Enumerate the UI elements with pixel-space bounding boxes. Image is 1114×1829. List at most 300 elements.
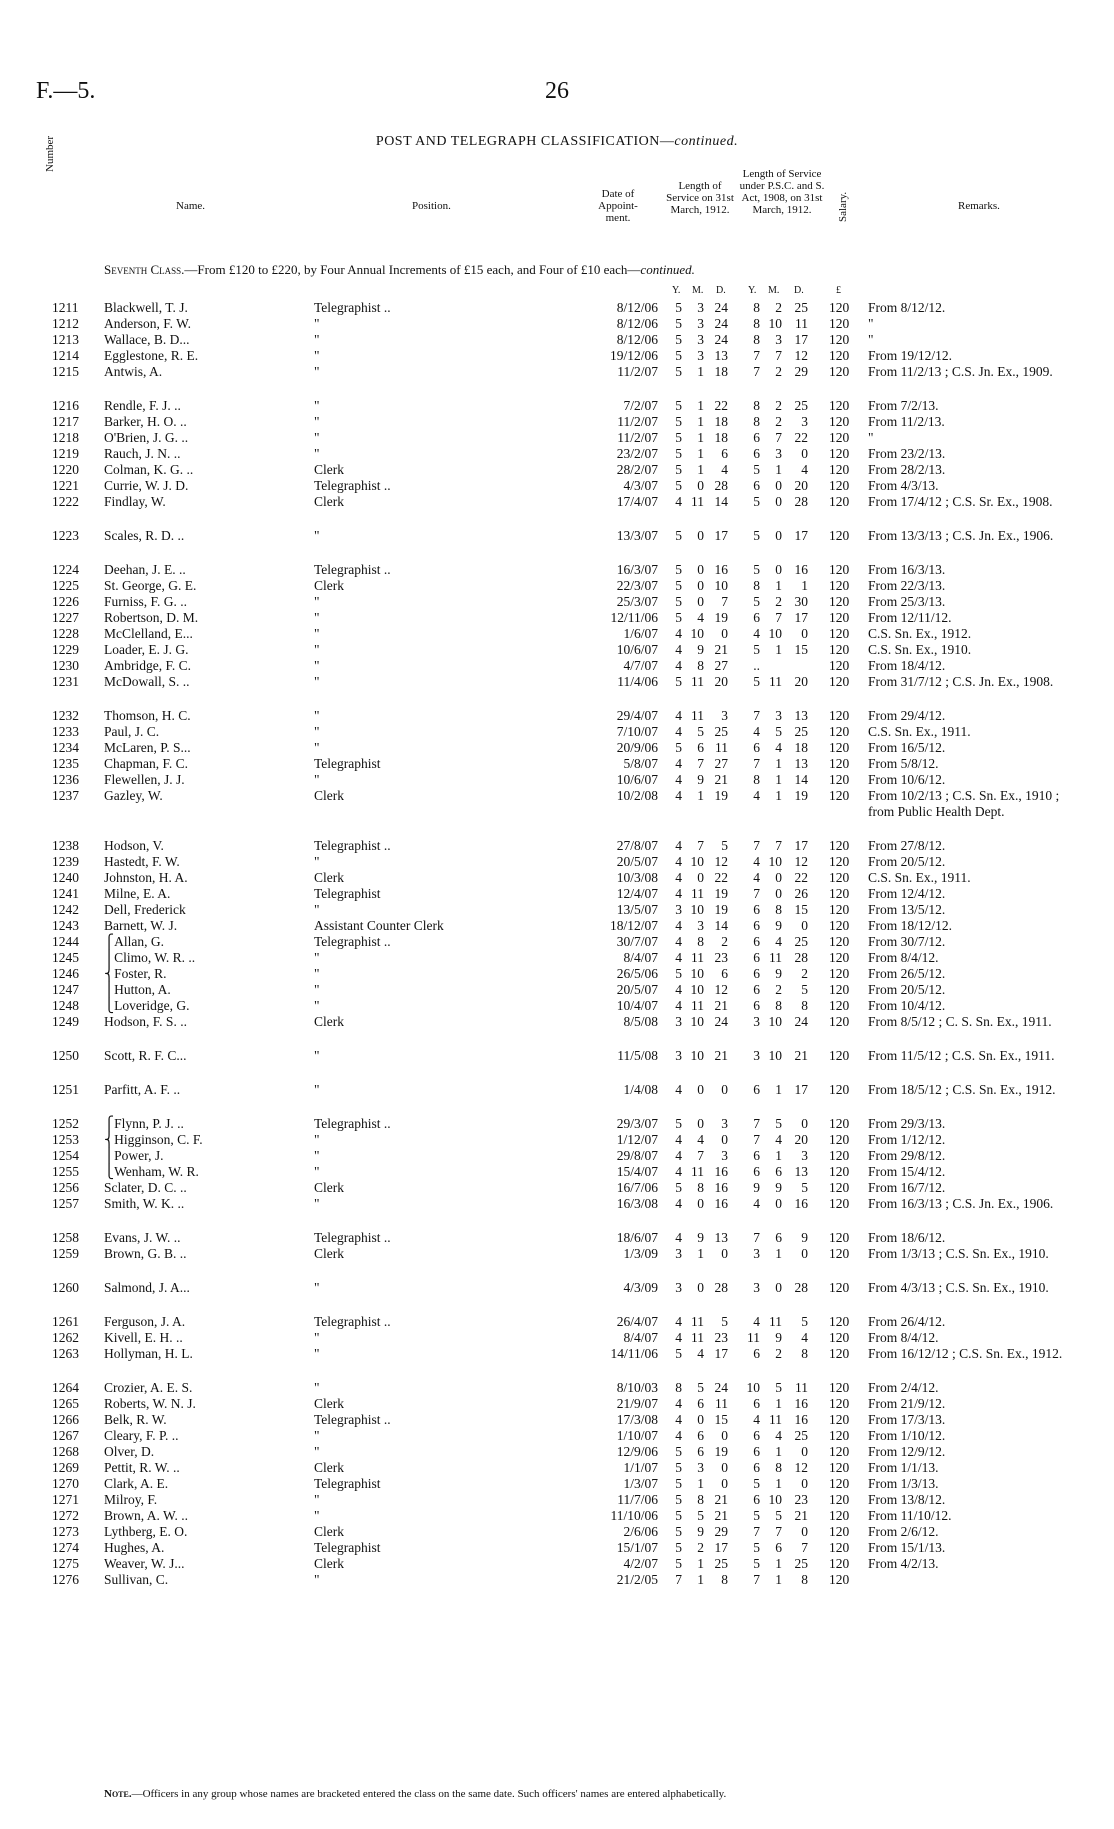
row-psc-days: 28 (794, 950, 808, 965)
row-psc-years: 7 (753, 1230, 760, 1245)
row-psc-months: 3 (775, 332, 782, 347)
row-service-days: 22 (714, 870, 728, 885)
row-psc-days: 0 (801, 1116, 808, 1131)
row-date: 20/5/07 (616, 982, 658, 997)
row-salary: 120 (829, 1196, 850, 1211)
row-number: 1260 (52, 1280, 79, 1295)
row-position: Clerk (314, 462, 344, 477)
row-date: 1/10/07 (616, 1428, 658, 1443)
row-remarks: From 17/4/12 ; C.S. Sr. Ex., 1908. (868, 494, 1053, 509)
row-name: Weaver, W. J... (104, 1556, 185, 1571)
row-service-months: 0 (697, 578, 704, 593)
row-salary: 120 (829, 610, 850, 625)
row-psc-months: 1 (775, 1444, 782, 1459)
row-service-days: 3 (721, 1116, 728, 1131)
row-service-years: 7 (675, 1572, 682, 1587)
row-psc-months: 1 (775, 1148, 782, 1163)
row-remarks: From 13/8/12. (868, 1492, 946, 1507)
row-service-years: 4 (675, 838, 682, 853)
row-psc-days: 16 (794, 1396, 808, 1411)
row-salary: 120 (829, 1444, 850, 1459)
row-service-years: 4 (675, 494, 682, 509)
row-service-months: 5 (697, 724, 704, 739)
row-name: Rendle, F. J. .. (104, 398, 181, 413)
row-service-days: 19 (714, 610, 728, 625)
row-salary: 120 (829, 772, 850, 787)
row-name: Scales, R. D. .. (104, 528, 185, 543)
row-name: Deehan, J. E. .. (104, 562, 186, 577)
row-position: Clerk (314, 578, 344, 593)
row-number: 1243 (52, 918, 79, 933)
row-psc-months: 10 (768, 1048, 782, 1063)
row-service-years: 5 (675, 1476, 682, 1491)
row-psc-days: 1 (801, 578, 808, 593)
class-continued: continued. (640, 262, 695, 277)
row-service-years: 4 (675, 886, 682, 901)
row-remarks: From 16/12/12 ; C.S. Sn. Ex., 1912. (868, 1346, 1063, 1361)
row-number: 1222 (52, 494, 79, 509)
row-salary: 120 (829, 1230, 850, 1245)
row-remarks: From 11/2/13 ; C.S. Jn. Ex., 1909. (868, 364, 1053, 379)
row-service-months: 3 (697, 1460, 704, 1475)
row-psc-days: 16 (794, 562, 808, 577)
row-position: " (314, 1048, 320, 1063)
row-name: Anderson, F. W. (104, 316, 192, 331)
row-service-days: 16 (714, 1196, 728, 1211)
row-service-days: 24 (714, 1014, 728, 1029)
row-psc-months: 0 (775, 1280, 782, 1295)
row-psc-days: 25 (794, 300, 808, 315)
row-psc-years: 9 (753, 1180, 760, 1195)
row-date: 4/3/07 (623, 478, 658, 493)
row-service-years: 4 (675, 1230, 682, 1245)
row-name: Loader, E. J. G. (104, 642, 189, 657)
row-psc-months: 1 (775, 1246, 782, 1261)
row-number: 1270 (52, 1476, 79, 1491)
row-service-months: 8 (697, 658, 704, 673)
row-remarks: From 8/4/12. (868, 1330, 939, 1345)
row-name: Belk, R. W. (104, 1412, 167, 1427)
row-service-years: 4 (675, 870, 682, 885)
row-remarks: " (868, 332, 874, 347)
row-number: 1241 (52, 886, 79, 901)
row-service-days: 0 (721, 1476, 728, 1491)
row-date: 1/6/07 (623, 626, 658, 641)
row-psc-days: 0 (801, 626, 808, 641)
row-service-months: 8 (697, 1492, 704, 1507)
row-position: " (314, 446, 320, 461)
row-psc-years: 5 (753, 462, 760, 477)
row-remarks: From 29/3/13. (868, 1116, 946, 1131)
row-service-years: 4 (675, 950, 682, 965)
row-service-years: 4 (675, 756, 682, 771)
row-service-days: 24 (714, 300, 728, 315)
row-position: " (314, 626, 320, 641)
row-remarks: From 19/12/12. (868, 348, 953, 363)
row-remarks: C.S. Sn. Ex., 1911. (868, 724, 971, 739)
row-service-years: 4 (675, 1412, 682, 1427)
row-name: Cleary, F. P. .. (104, 1428, 179, 1443)
row-psc-days: 25 (794, 1428, 808, 1443)
row-remarks: From 1/3/13. (868, 1476, 939, 1491)
row-psc-months: 7 (775, 610, 782, 625)
row-name: Paul, J. C. (104, 724, 160, 739)
row-name: Lythberg, E. O. (104, 1524, 188, 1539)
row-service-days: 0 (721, 626, 728, 641)
row-service-months: 9 (697, 1230, 704, 1245)
row-psc-years: 6 (753, 478, 760, 493)
row-position: Clerk (314, 1014, 344, 1029)
row-name: Kivell, E. H. .. (104, 1330, 183, 1345)
row-service-days: 23 (714, 950, 728, 965)
row-psc-days: 13 (794, 708, 808, 723)
row-psc-months: 8 (775, 998, 782, 1013)
row-service-months: 0 (697, 1412, 704, 1427)
row-service-years: 5 (675, 414, 682, 429)
row-service-years: 4 (675, 1428, 682, 1443)
row-number: 1227 (52, 610, 79, 625)
row-name: Chapman, F. C. (104, 756, 189, 771)
row-salary: 120 (829, 788, 850, 803)
row-number: 1246 (52, 966, 79, 981)
row-service-years: 4 (675, 854, 682, 869)
row-psc-years: 7 (753, 1132, 760, 1147)
row-date: 17/4/07 (616, 494, 658, 509)
row-psc-months: 2 (775, 398, 782, 413)
row-name: Roberts, W. N. J. (104, 1396, 196, 1411)
row-date: 29/3/07 (616, 1116, 658, 1131)
row-date: 25/3/07 (616, 594, 658, 609)
row-name: Crozier, A. E. S. (104, 1380, 193, 1395)
row-service-days: 0 (721, 1082, 728, 1097)
row-name: McLaren, P. S... (104, 740, 191, 755)
row-salary: 120 (829, 364, 850, 379)
row-salary: 120 (829, 1116, 850, 1131)
row-psc-days: 30 (794, 594, 808, 609)
row-position: " (314, 414, 320, 429)
row-salary: 120 (829, 1148, 850, 1163)
row-name: Colman, K. G. .. (104, 462, 194, 477)
row-name: Furniss, F. G. .. (104, 594, 187, 609)
row-name: Pettit, R. W. .. (104, 1460, 180, 1475)
row-salary: 120 (829, 982, 850, 997)
row-salary: 120 (829, 1280, 850, 1295)
row-service-months: 0 (697, 1196, 704, 1211)
row-psc-days: 17 (794, 610, 808, 625)
row-service-months: 8 (697, 934, 704, 949)
row-psc-years: 6 (753, 1444, 760, 1459)
row-psc-days: 8 (801, 1572, 808, 1587)
row-salary: 120 (829, 870, 850, 885)
row-salary: 120 (829, 1048, 850, 1063)
row-service-days: 21 (714, 772, 728, 787)
row-number: 1234 (52, 740, 79, 755)
row-service-years: 4 (675, 1132, 682, 1147)
row-service-years: 5 (675, 562, 682, 577)
row-date: 20/9/06 (616, 740, 658, 755)
row-psc-months: 1 (775, 462, 782, 477)
row-service-days: 0 (721, 1460, 728, 1475)
row-service-years: 5 (675, 1540, 682, 1555)
row-remarks: From 2/4/12. (868, 1380, 939, 1395)
row-psc-years: 7 (753, 1116, 760, 1131)
row-service-days: 20 (714, 674, 728, 689)
row-position: Telegraphist .. (314, 1412, 391, 1427)
row-number: 1245 (52, 950, 79, 965)
row-remarks: From 4/3/13 ; C.S. Sn. Ex., 1910. (868, 1280, 1049, 1295)
row-psc-days: 5 (801, 982, 808, 997)
row-date: 15/4/07 (616, 1164, 658, 1179)
row-date: 21/2/05 (616, 1572, 658, 1587)
row-number: 1231 (52, 674, 79, 689)
unit-y1: Y. (672, 285, 681, 296)
row-name: Sclater, D. C. .. (104, 1180, 187, 1195)
row-remarks: From 11/10/12. (868, 1508, 952, 1523)
row-salary: 120 (829, 902, 850, 917)
row-psc-years: 5 (753, 1476, 760, 1491)
row-service-months: 1 (697, 414, 704, 429)
row-service-days: 18 (714, 430, 728, 445)
row-service-years: 4 (675, 1164, 682, 1179)
row-psc-months: 1 (775, 1082, 782, 1097)
row-psc-months: 6 (775, 1540, 782, 1555)
row-position: " (314, 708, 320, 723)
row-psc-years: 6 (753, 998, 760, 1013)
row-remarks: From 16/3/13. (868, 562, 946, 577)
row-psc-days: 18 (794, 740, 808, 755)
row-service-years: 5 (675, 1346, 682, 1361)
unit-m2: M. (768, 285, 780, 296)
row-service-months: 0 (697, 1280, 704, 1295)
row-psc-days: 26 (794, 886, 808, 901)
row-service-months: 3 (697, 316, 704, 331)
row-position: Clerk (314, 1180, 344, 1195)
row-service-days: 18 (714, 414, 728, 429)
row-date: 21/9/07 (616, 1396, 658, 1411)
row-service-months: 1 (697, 446, 704, 461)
row-service-years: 5 (675, 316, 682, 331)
row-salary: 120 (829, 300, 850, 315)
row-psc-years: 4 (753, 1314, 760, 1329)
row-service-days: 17 (714, 1346, 728, 1361)
row-service-years: 5 (675, 364, 682, 379)
row-service-days: 25 (714, 724, 728, 739)
row-psc-days: 0 (801, 1246, 808, 1261)
row-psc-years: 3 (753, 1048, 760, 1063)
row-service-years: 5 (675, 1116, 682, 1131)
row-service-years: 5 (675, 1180, 682, 1195)
row-psc-years: 8 (753, 332, 760, 347)
row-number: 1228 (52, 626, 79, 641)
row-psc-years: 6 (753, 934, 760, 949)
row-date: 7/2/07 (623, 398, 658, 413)
row-position: " (314, 528, 320, 543)
row-psc-months: 9 (775, 1180, 782, 1195)
row-position: " (314, 1508, 320, 1523)
row-service-days: 17 (714, 1540, 728, 1555)
row-psc-days: 14 (794, 772, 808, 787)
row-date: 11/2/07 (617, 364, 658, 379)
row-date: 26/4/07 (616, 1314, 658, 1329)
row-number: 1244 (52, 934, 79, 949)
row-position: " (314, 1346, 320, 1361)
row-remarks: From 30/7/12. (868, 934, 946, 949)
row-number: 1269 (52, 1460, 79, 1475)
row-remarks: From 22/3/13. (868, 578, 946, 593)
row-number: 1240 (52, 870, 79, 885)
row-name: Salmond, J. A... (104, 1280, 190, 1295)
row-psc-days: 25 (794, 1556, 808, 1571)
row-number: 1274 (52, 1540, 79, 1555)
row-salary: 120 (829, 398, 850, 413)
row-psc-days: 28 (794, 1280, 808, 1295)
row-service-years: 8 (675, 1380, 682, 1395)
row-service-years: 5 (675, 1556, 682, 1571)
row-psc-years: 6 (753, 740, 760, 755)
row-number: 1212 (52, 316, 79, 331)
row-psc-years: 6 (753, 446, 760, 461)
row-service-years: 4 (675, 1330, 682, 1345)
row-name: Hastedt, F. W. (104, 854, 180, 869)
row-psc-years: 6 (753, 1164, 760, 1179)
row-remarks: From 25/3/13. (868, 594, 946, 609)
row-salary: 120 (829, 1314, 850, 1329)
row-date: 12/4/07 (616, 886, 658, 901)
row-service-years: 3 (675, 902, 682, 917)
row-remarks: From 4/3/13. (868, 478, 939, 493)
row-name: Milroy, F. (104, 1492, 158, 1507)
unit-y2: Y. (748, 285, 757, 296)
row-service-days: 24 (714, 316, 728, 331)
row-position: " (314, 1330, 320, 1345)
row-service-months: 2 (697, 1540, 704, 1555)
row-remarks: From 17/3/13. (868, 1412, 946, 1427)
row-psc-months: 11 (769, 1314, 782, 1329)
row-salary: 120 (829, 1380, 850, 1395)
row-position: " (314, 902, 320, 917)
row-psc-days: 0 (801, 1444, 808, 1459)
row-service-months: 7 (697, 1148, 704, 1163)
row-service-months: 9 (697, 642, 704, 657)
row-remarks: From 8/4/12. (868, 950, 939, 965)
row-psc-days: 12 (794, 348, 808, 363)
row-service-days: 10 (714, 578, 728, 593)
row-position: " (314, 1280, 320, 1295)
row-number: 1225 (52, 578, 79, 593)
row-name: Ferguson, J. A. (104, 1314, 186, 1329)
row-service-days: 0 (721, 1132, 728, 1147)
row-remarks: From 1/3/13 ; C.S. Sn. Ex., 1910. (868, 1246, 1049, 1261)
row-salary: 120 (829, 316, 850, 331)
row-position: " (314, 1164, 320, 1179)
row-psc-days: 25 (794, 398, 808, 413)
row-service-years: 5 (675, 966, 682, 981)
row-service-months: 0 (697, 870, 704, 885)
row-psc-months: 5 (775, 724, 782, 739)
row-psc-months: 7 (775, 838, 782, 853)
row-date: 11/2/07 (617, 430, 658, 445)
row-salary: 120 (829, 1492, 850, 1507)
row-service-days: 2 (721, 934, 728, 949)
row-position: Telegraphist .. (314, 838, 391, 853)
row-salary: 120 (829, 462, 850, 477)
row-position: Clerk (314, 1556, 344, 1571)
row-psc-years: 6 (753, 1492, 760, 1507)
row-salary: 120 (829, 740, 850, 755)
row-position: Telegraphist (314, 756, 381, 771)
header-position: Position. (412, 200, 451, 212)
row-psc-days: 11 (795, 1380, 808, 1395)
row-number: 1213 (52, 332, 79, 347)
row-position: " (314, 594, 320, 609)
row-date: 23/2/07 (616, 446, 658, 461)
row-psc-months: 5 (775, 1380, 782, 1395)
row-service-months: 0 (697, 562, 704, 577)
row-service-days: 8 (721, 1572, 728, 1587)
row-remarks: From 16/5/12. (868, 740, 946, 755)
row-date: 26/5/06 (616, 966, 658, 981)
row-psc-years: 5 (753, 1556, 760, 1571)
row-service-years: 4 (675, 1396, 682, 1411)
row-service-months: 3 (697, 332, 704, 347)
unit-d1: D. (716, 285, 726, 296)
row-service-months: 11 (691, 886, 704, 901)
row-psc-years: 5 (753, 1508, 760, 1523)
row-psc-years: 8 (753, 772, 760, 787)
row-number: 1230 (52, 658, 79, 673)
row-number: 1267 (52, 1428, 79, 1443)
row-service-days: 22 (714, 398, 728, 413)
row-service-months: 11 (691, 494, 704, 509)
row-remarks: From 8/12/12. (868, 300, 946, 315)
row-position: " (314, 740, 320, 755)
row-service-days: 21 (714, 642, 728, 657)
row-name: Hodson, F. S. .. (104, 1014, 187, 1029)
row-salary: 120 (829, 1246, 850, 1261)
row-psc-months: 5 (775, 1508, 782, 1523)
row-date: 11/2/07 (617, 414, 658, 429)
row-service-months: 11 (691, 1164, 704, 1179)
row-name: Clark, A. E. (104, 1476, 169, 1491)
row-number: 1219 (52, 446, 79, 461)
row-psc-months: 2 (775, 1346, 782, 1361)
row-remarks: From 10/4/12. (868, 998, 946, 1013)
row-psc-months: 3 (775, 446, 782, 461)
row-position: Telegraphist .. (314, 478, 391, 493)
row-number: 1224 (52, 562, 79, 577)
row-service-years: 4 (675, 1082, 682, 1097)
row-service-years: 5 (675, 528, 682, 543)
row-date: 10/6/07 (616, 772, 658, 787)
row-name: Rauch, J. N. .. (104, 446, 181, 461)
row-psc-years: 5 (753, 594, 760, 609)
row-psc-months: 11 (769, 950, 782, 965)
row-position: " (314, 724, 320, 739)
row-service-years: 5 (675, 478, 682, 493)
row-date: 13/3/07 (616, 528, 658, 543)
row-service-days: 24 (714, 1380, 728, 1395)
row-date: 28/2/07 (616, 462, 658, 477)
row-psc-months: 10 (768, 1492, 782, 1507)
row-psc-days: 22 (794, 430, 808, 445)
row-name: Hodson, V. (104, 838, 164, 853)
row-number: 1255 (52, 1164, 79, 1179)
row-psc-months: 7 (775, 1524, 782, 1539)
row-number: 1261 (52, 1314, 79, 1329)
row-psc-months: 2 (775, 414, 782, 429)
row-service-days: 14 (714, 494, 728, 509)
row-service-days: 5 (721, 1314, 728, 1329)
